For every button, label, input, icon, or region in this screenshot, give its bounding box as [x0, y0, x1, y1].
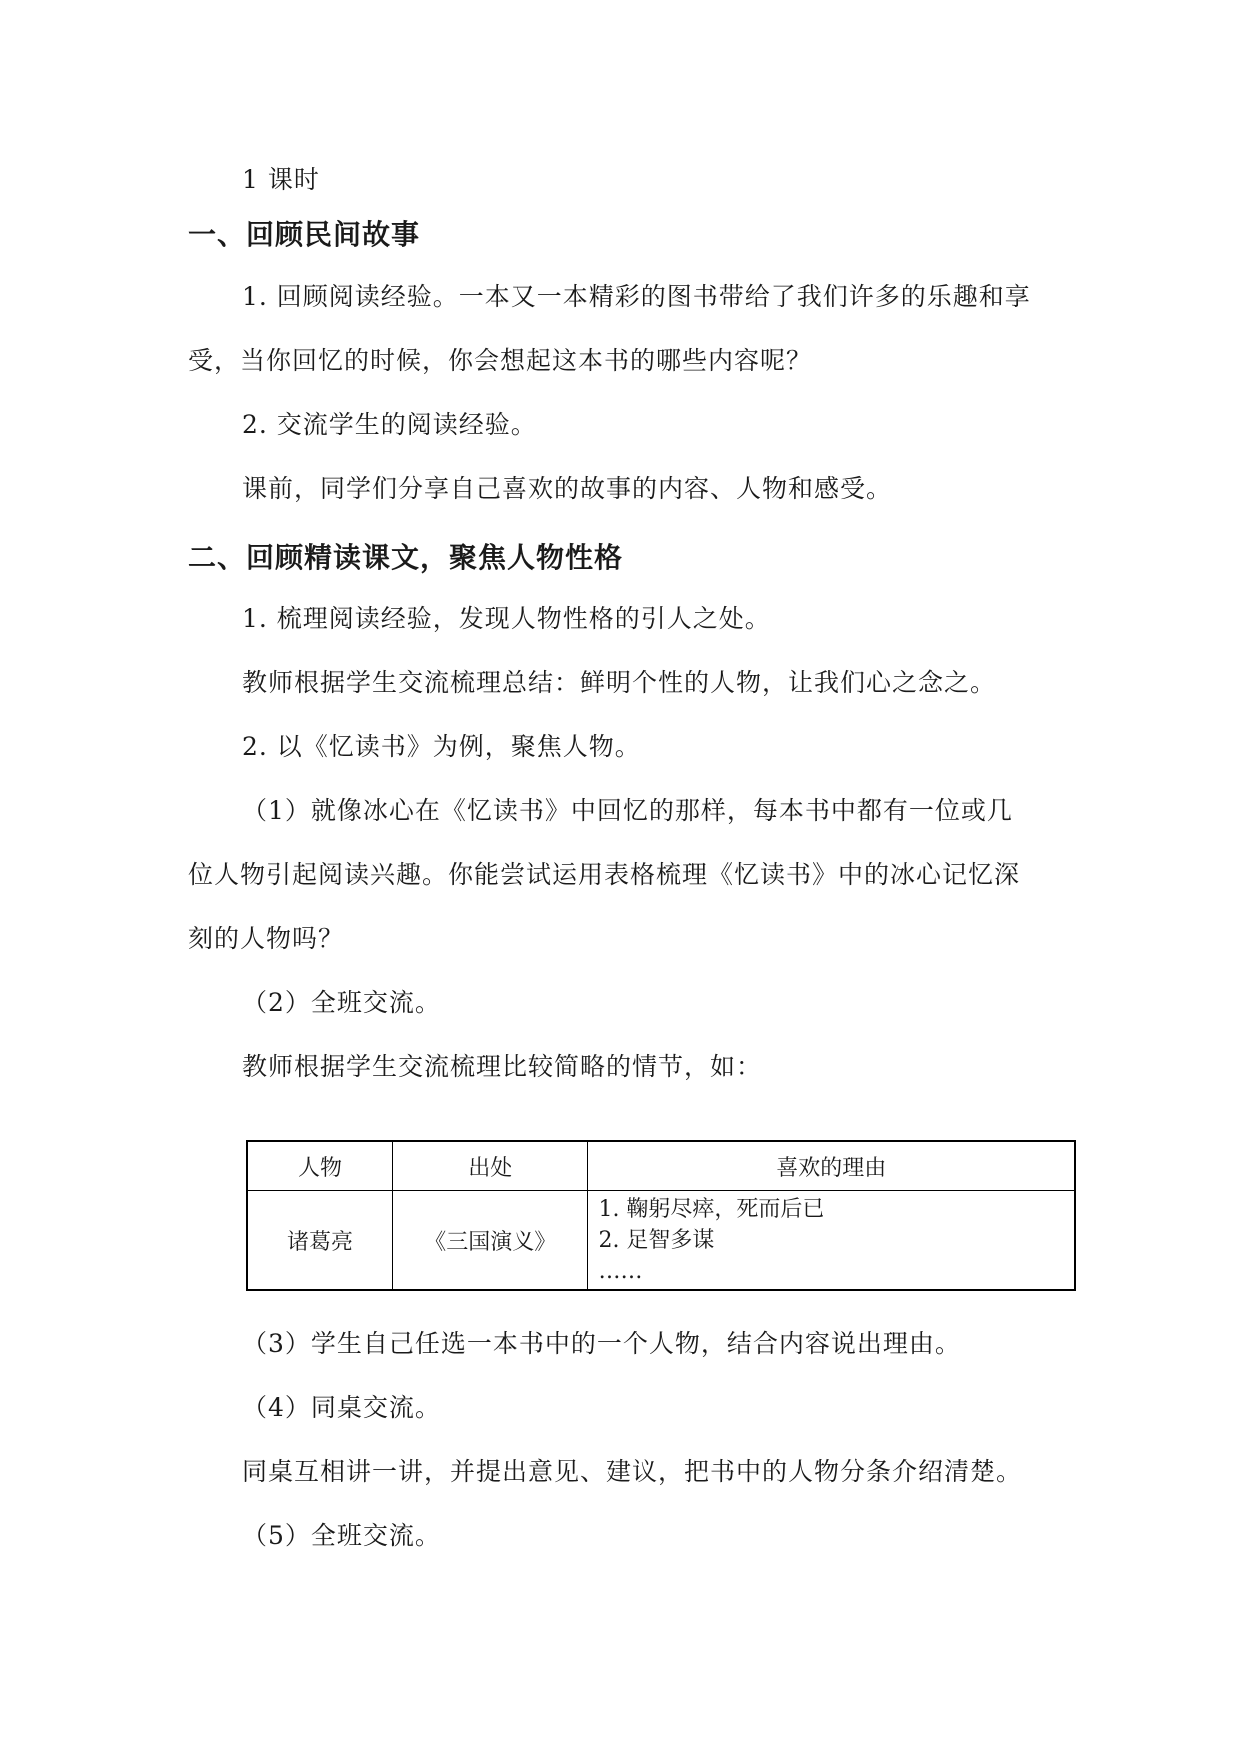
- paragraph: 位人物引起阅读兴趣。你能尝试运用表格梳理《忆读书》中的冰心记忆深: [188, 860, 1021, 889]
- paragraph: 教师根据学生交流梳理比较简略的情节，如：: [242, 1052, 763, 1081]
- table-header-row: [247, 1141, 1075, 1191]
- reason-item: ……: [598, 1258, 643, 1284]
- paragraph: 教师根据学生交流梳理总结：鲜明个性的人物，让我们心之念之。: [242, 668, 997, 697]
- paragraph: （1）就像冰心在《忆读书》中回忆的那样，每本书中都有一位或几: [242, 796, 1013, 825]
- paragraph: 刻的人物吗？: [188, 924, 345, 953]
- lesson-time: 1 课时: [242, 165, 320, 194]
- table-cell-person: 诸葛亮: [247, 1191, 393, 1291]
- reason-item: 2. 足智多谋: [598, 1227, 715, 1253]
- section-heading-2: 二、回顾精读课文，聚焦人物性格: [188, 541, 624, 574]
- paragraph: 课前，同学们分享自己喜欢的故事的内容、人物和感受。: [242, 474, 893, 503]
- paragraph: 1. 回顾阅读经验。一本又一本精彩的图书带给了我们许多的乐趣和享: [242, 282, 1031, 311]
- paragraph: （4）同桌交流。: [242, 1393, 441, 1422]
- table-header-reason: 喜欢的理由: [588, 1141, 1075, 1191]
- paragraph: 同桌互相讲一讲，并提出意见、建议，把书中的人物分条介绍清楚。: [242, 1457, 1023, 1486]
- paragraph: （3）学生自己任选一本书中的一个人物，结合内容说出理由。: [242, 1329, 961, 1358]
- table-header-person: 人物: [247, 1141, 393, 1191]
- character-table: [246, 1140, 1076, 1291]
- reason-item: 1. 鞠躬尽瘁，死而后已: [598, 1196, 825, 1222]
- paragraph: 受，当你回忆的时候，你会想起这本书的哪些内容呢？: [188, 346, 813, 375]
- paragraph: （2）全班交流。: [242, 988, 441, 1017]
- table-cell-source: 《三国演义》: [393, 1191, 588, 1291]
- paragraph: （5）全班交流。: [242, 1521, 441, 1550]
- table-cell-reasons: [588, 1191, 1075, 1291]
- paragraph: 2. 交流学生的阅读经验。: [242, 410, 537, 439]
- section-heading-1: 一、回顾民间故事: [188, 218, 421, 251]
- table-header-source: 出处: [393, 1141, 588, 1191]
- table-row: [247, 1191, 1075, 1291]
- paragraph: 1. 梳理阅读经验，发现人物性格的引人之处。: [242, 604, 771, 633]
- paragraph: 2. 以《忆读书》为例，聚焦人物。: [242, 732, 641, 761]
